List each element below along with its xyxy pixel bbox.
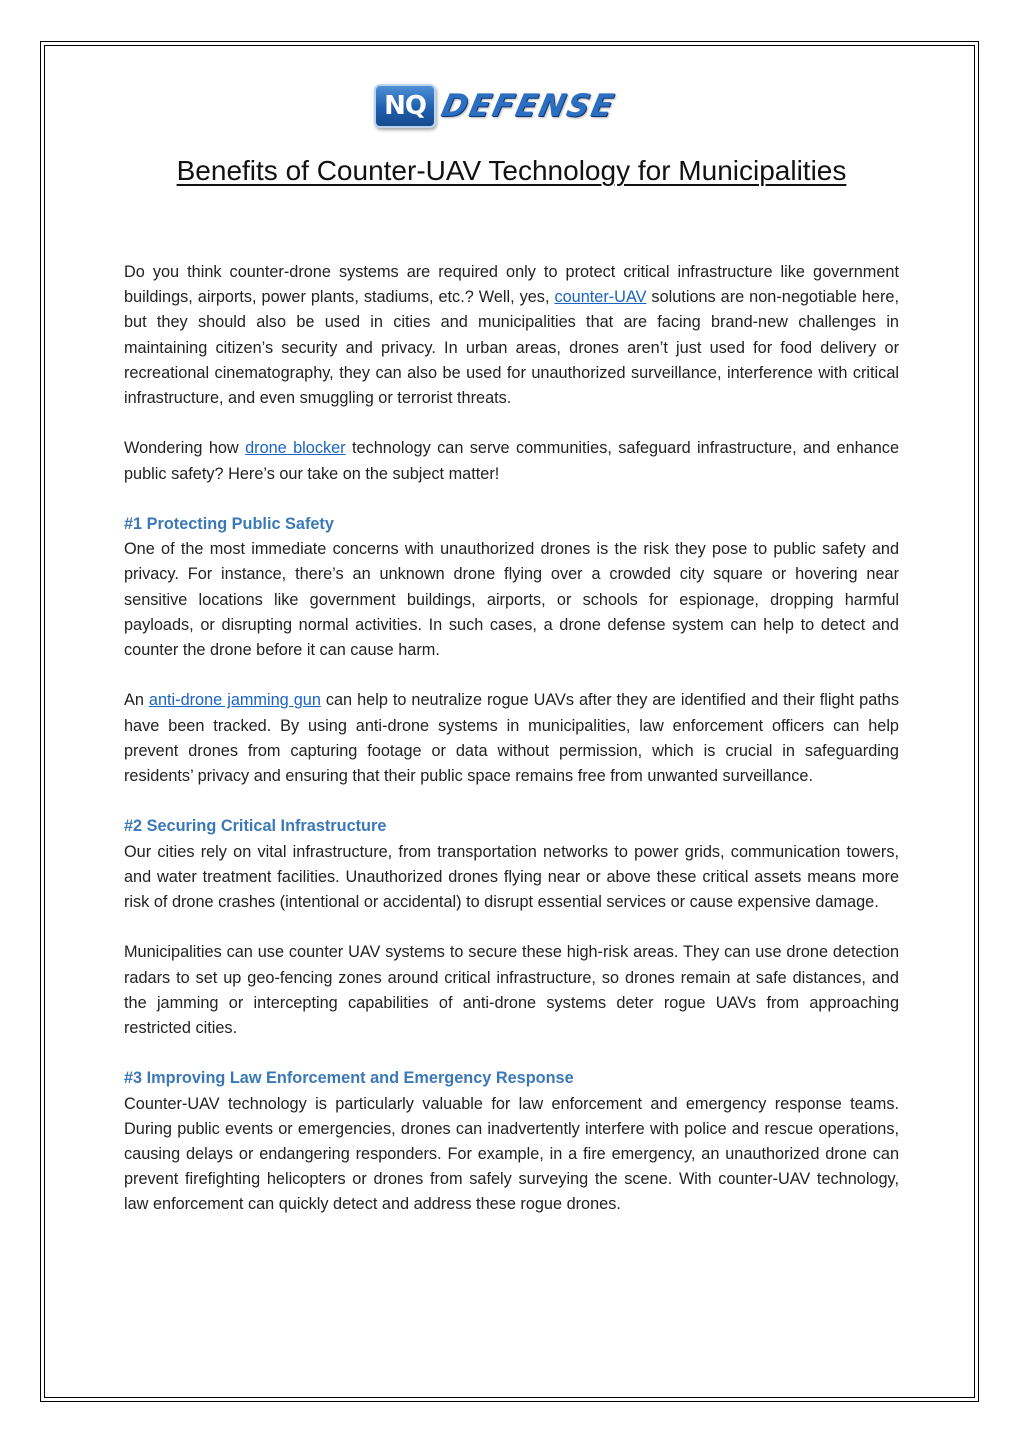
section-1-paragraph-2 bbox=[124, 688, 899, 789]
section-1-p2-text-after: can help to neutralize rogue UAVs after they are identified and their flight paths have been tracked. By using anti-drone systems in municipalities, law enforcement officers can help prevent drones from capturing footage or data without permission, which is crucial in safeguarding residents’ privacy and ensuring that their public space remains free from unwanted surveillance. bbox=[124, 691, 899, 786]
nq-defense-logo bbox=[374, 82, 650, 130]
intro-paragraph-1 bbox=[124, 260, 899, 411]
section-1-heading: #1 Protecting Public Safety bbox=[124, 515, 334, 533]
section-3-paragraph-1: Counter-UAV technology is particularly valuable for law enforcement and emergency response teams. During public events or emergencies, drones can inadvertently interfere with police and rescue operations, causing delays or endangering responders. For example, in a fire emergency, an unauthorized drone can prevent firefighting helicopters or drones from safely surveying the scene. With counter-UAV technology, law enforcement can quickly detect and address these rogue drones. bbox=[124, 1094, 899, 1214]
intro-p1-text-after: solutions are non-negotiable here, but they should also be used in cities and municipalities that are facing brand-new challenges in maintaining citizen’s security and privacy. In urban areas, drones aren’t just used for food delivery or recreational cinematography, they can also be used for unauthorized surveillance, interference with critical infrastructure, and even smuggling or terrorist threats. bbox=[124, 288, 899, 408]
intro-p2-text-after: technology can serve communities, safeguard infrastructure, and enhance public safety? Here’s our take on the subject matter! bbox=[124, 439, 899, 483]
article-body bbox=[124, 260, 899, 1243]
section-2-paragraph-2: Municipalities can use counter UAV systems to secure these high-risk areas. They can use drone detection radars to set up geo-fencing zones around critical infrastructure, so drones remain at safe distances, and the jamming or intercepting capabilities of anti-drone systems deter rogue UAVs from approaching restricted cities. bbox=[124, 943, 899, 1038]
intro-p2-text-before: Wondering how bbox=[124, 439, 246, 458]
section-1-p2-text-before: An bbox=[124, 691, 149, 710]
intro-paragraph-2 bbox=[124, 436, 899, 486]
section-2-heading: #2 Securing Critical Infrastructure bbox=[124, 817, 387, 836]
intro-p1-text-before: Do you think counter-drone systems are required only to protect critical infrastructure like government buildings, airports, power plants, stadiums, etc.? Well, yes, bbox=[124, 263, 899, 307]
section-3-heading: #3 Improving Law Enforcement and Emergency Response bbox=[124, 1069, 574, 1088]
counter-uav-link[interactable]: counter-UAV bbox=[554, 288, 647, 307]
logo-box: NQ bbox=[374, 84, 436, 128]
drone-blocker-link[interactable]: drone blocker bbox=[245, 439, 346, 458]
page-title: Benefits of Counter-UAV Technology for Municipalities bbox=[176, 155, 847, 186]
section-1-paragraph-1: One of the most immediate concerns with unauthorized drones is the risk they pose to public safety and privacy. For instance, there’s an unknown drone flying over a crowded city square or hovering near sensitive locations like government buildings, airports, or schools for espionage, dropping harmful payloads, or disrupting normal activities. In such cases, a drone defense system can help to detect and counter the drone before it can cause harm. bbox=[124, 540, 899, 660]
anti-drone-jamming-gun-link[interactable]: anti-drone jamming gun bbox=[148, 691, 321, 710]
logo-word: DEFENSE bbox=[438, 88, 619, 124]
section-2-paragraph-1: Our cities rely on vital infrastructure, from transportation networks to power grids, communication towers, and water treatment facilities. Unauthorized drones flying near or above these critical assets means more risk of drone crashes (intentional or accidental) to disrupt essential services or cause expensive damage. bbox=[124, 842, 899, 912]
